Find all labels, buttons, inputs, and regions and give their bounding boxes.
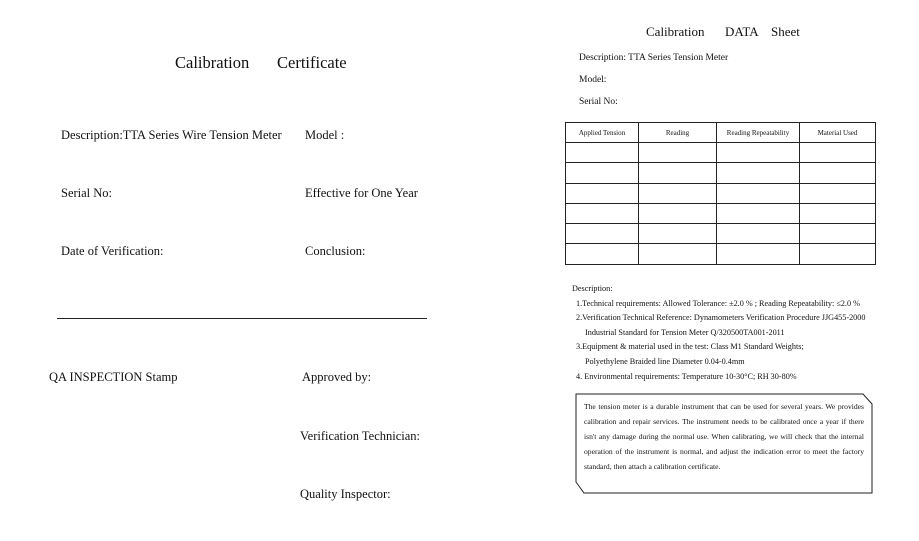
requirement-line: Industrial Standard for Tension Meter Q/320500TA001-2011 bbox=[585, 327, 785, 337]
certificate-description: Description:TTA Series Wire Tension Meter bbox=[61, 128, 282, 142]
table-cell bbox=[566, 183, 639, 203]
table-cell bbox=[717, 203, 800, 223]
table-row bbox=[566, 183, 876, 203]
requirement-line: 3.Equipment & material used in the test: Class M1 Standard Weights; bbox=[576, 342, 804, 352]
certificate-model-label: Model : bbox=[305, 128, 345, 142]
table-cell bbox=[639, 244, 717, 264]
info-note-text: The tension meter is a durable instrument that can be used for several years. We provides calibration and repair services. The instrument needs to be calibrated once a year if there isn't any damage during the normal use. When calibrating, we will check that the internal operation of the instrument is normal, and adjust the indication error to meet the factory standard, then attach a calibration certificate. bbox=[584, 402, 864, 471]
table-cell bbox=[800, 163, 876, 183]
data-sheet-description: Description: TTA Series Tension Meter bbox=[579, 53, 729, 63]
calibration-data-table bbox=[565, 122, 876, 265]
table-row bbox=[566, 163, 876, 183]
table-row bbox=[566, 224, 876, 244]
data-sheet-title-3: Sheet bbox=[771, 24, 800, 39]
certificate-divider bbox=[57, 318, 427, 319]
table-header-row bbox=[566, 123, 876, 143]
table-cell bbox=[717, 224, 800, 244]
table-cell bbox=[717, 183, 800, 203]
table-cell bbox=[717, 143, 800, 163]
table-cell bbox=[566, 143, 639, 163]
table-cell bbox=[800, 183, 876, 203]
table-cell bbox=[639, 183, 717, 203]
certificate-date-label: Date of Verification: bbox=[61, 244, 164, 258]
certificate-effective-text: Effective for One Year bbox=[305, 186, 418, 200]
requirements-block bbox=[572, 282, 865, 384]
data-sheet-model-label: Model: bbox=[579, 75, 607, 85]
table-cell bbox=[566, 244, 639, 264]
data-sheet-serial-label: Serial No: bbox=[579, 97, 618, 107]
table-cell bbox=[717, 244, 800, 264]
table-row bbox=[566, 203, 876, 223]
certificate-title-right: Certificate bbox=[277, 53, 347, 72]
requirement-line: 4. Environmental requirements: Temperature 10-30°C; RH 30-80% bbox=[576, 371, 797, 381]
table-cell bbox=[639, 163, 717, 183]
requirements-heading: Description: bbox=[572, 284, 613, 293]
verification-technician-label: Verification Technician: bbox=[300, 429, 421, 443]
certificate-title-left: Calibration bbox=[175, 53, 250, 72]
table-cell bbox=[639, 203, 717, 223]
table-cell bbox=[717, 163, 800, 183]
certificate-serial-label: Serial No: bbox=[61, 186, 113, 200]
certificate-conclusion-label: Conclusion: bbox=[305, 244, 366, 258]
requirement-line: 1.Technical requirements: Allowed Tolerance: ±2.0 % ; Reading Repeatability: ≤2.0 % bbox=[576, 298, 860, 308]
table-cell bbox=[566, 224, 639, 244]
qa-stamp-label: QA INSPECTION Stamp bbox=[49, 370, 178, 384]
table-header-cell: Reading bbox=[639, 123, 717, 143]
table-header-cell: Material Used bbox=[800, 123, 876, 143]
requirement-line: 2.Verification Technical Reference: Dynamometers Verification Procedure JJG455-2000 bbox=[576, 313, 866, 323]
quality-inspector-label: Quality Inspector: bbox=[300, 487, 391, 501]
data-sheet-title-2: DATA bbox=[725, 24, 759, 39]
table-cell bbox=[800, 203, 876, 223]
info-note-box bbox=[575, 393, 873, 494]
approved-by-label: Approved by: bbox=[302, 370, 372, 384]
table-cell bbox=[566, 203, 639, 223]
table-header-cell: Applied Tension bbox=[566, 123, 639, 143]
table-cell bbox=[800, 244, 876, 264]
table-row bbox=[566, 244, 876, 264]
table-cell bbox=[800, 224, 876, 244]
table-row bbox=[566, 143, 876, 163]
table-header-cell: Reading Repeatability bbox=[717, 123, 800, 143]
table-cell bbox=[566, 163, 639, 183]
data-sheet-title-1: Calibration bbox=[646, 24, 705, 39]
requirement-line: Polyethylene Braided line Diameter 0.04-0.4mm bbox=[585, 356, 745, 366]
table-cell bbox=[800, 143, 876, 163]
table-cell bbox=[639, 143, 717, 163]
table-cell bbox=[639, 224, 717, 244]
